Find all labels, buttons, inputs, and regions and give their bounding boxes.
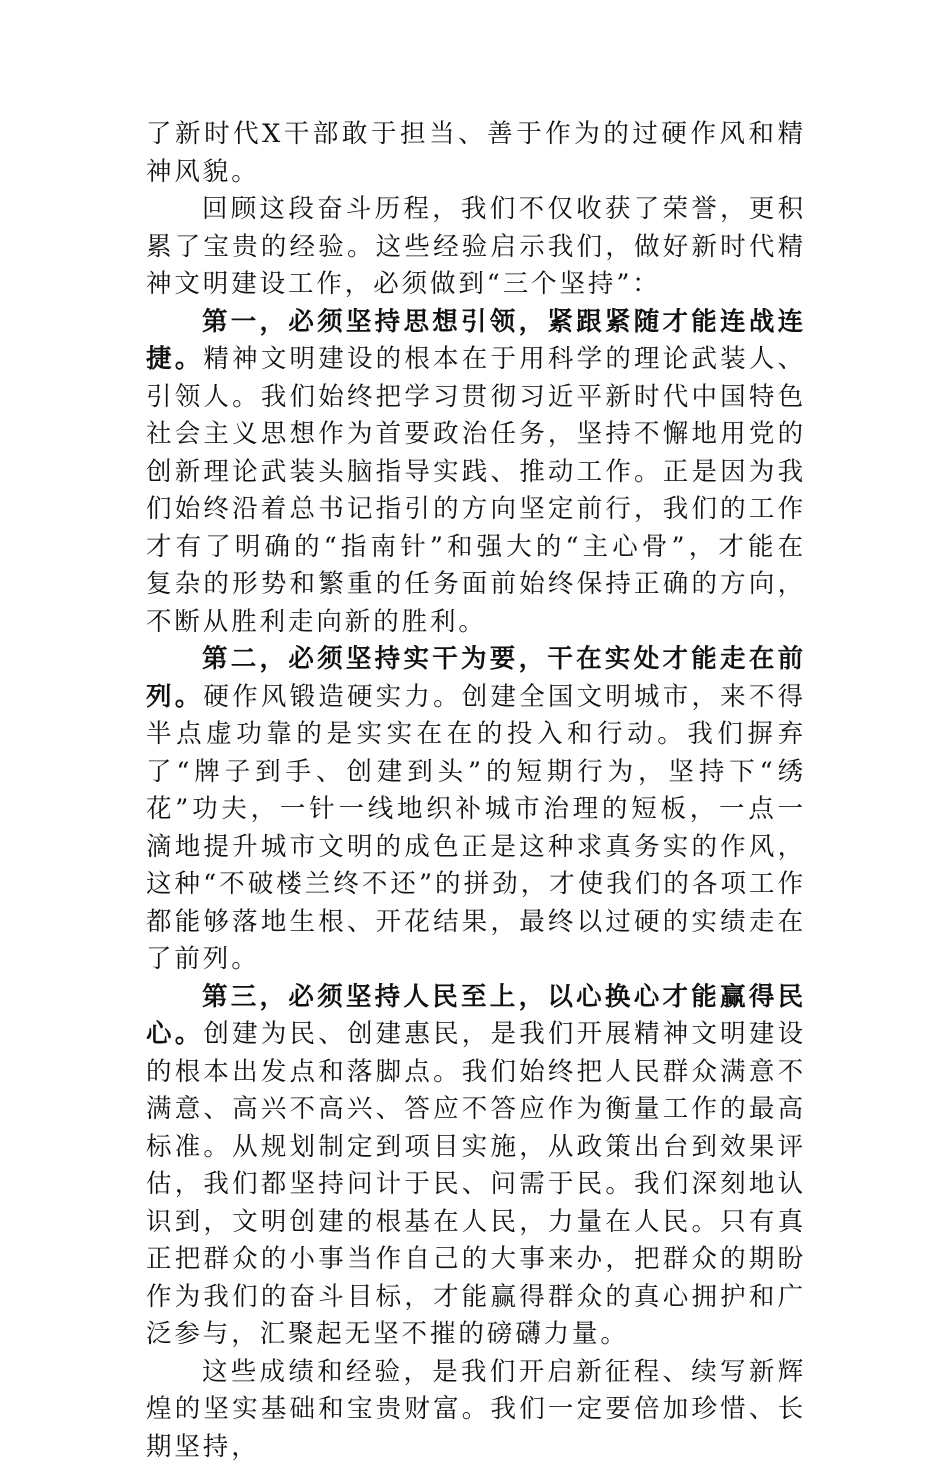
document-page [146,116,806,1466]
paragraph-lead-heading: 第三，必须坚持人民至上，以心换心才能赢得民心。 [146,982,806,1050]
paragraph-text: 了新时代X干部敢于担当、善于作为的过硬作风和精神风貌。 [146,119,806,187]
paragraph-review [146,191,806,304]
paragraph-text: 硬作风锻造硬实力。创建全国文明城市，来不得半点虚功靠的是实实在在的投入和行动。我们摒弃了“牌子到手、创建到头”的短期行为，坚持下“绣花”功夫，一针一线地织补城市治理的短板，一点一滴地提升城市文明的成色正是这种求真务实的作风，这种“不破楼兰终不还”的拼劲，才使我们的各项工作都能够落地生根、开花结果，最终以过硬的实绩走在了前列。 [146,682,806,975]
paragraph-first-principle [146,304,806,642]
paragraph-second-principle [146,641,806,979]
paragraph-conclusion [146,1354,806,1466]
paragraph-text: 这些成绩和经验，是我们开启新征程、续写新辉煌的坚实基础和宝贵财富。我们一定要倍加珍惜、长期坚持， [146,1357,806,1462]
paragraph-third-principle [146,979,806,1354]
paragraph-text: 回顾这段奋斗历程，我们不仅收获了荣誉，更积累了宝贵的经验。这些经验启示我们，做好新时代精神文明建设工作，必须做到“三个坚持”： [146,194,806,299]
paragraph-lead-heading: 第一，必须坚持思想引领，紧跟紧随才能连战连捷。 [146,307,806,375]
paragraph-text: 精神文明建设的根本在于用科学的理论武装人、引领人。我们始终把学习贯彻习近平新时代中国特色社会主义思想作为首要政治任务，坚持不懈地用党的创新理论武装头脑指导实践、推动工作。正是因为我们始终沿着总书记指引的方向坚定前行，我们的工作才有了明确的“指南针”和强大的“主心骨”，才能在复杂的形势和繁重的任务面前始终保持正确的方向，不断从胜利走向新的胜利。 [146,344,806,637]
paragraph-text: 创建为民、创建惠民，是我们开展精神文明建设的根本出发点和落脚点。我们始终把人民群众满意不满意、高兴不高兴、答应不答应作为衡量工作的最高标准。从规划制定到项目实施，从政策出台到效果评估，我们都坚持问计于民、问需于民。我们深刻地认识到，文明创建的根基在人民，力量在人民。只有真正把群众的小事当作自己的大事来办，把群众的期盼作为我们的奋斗目标，才能赢得群众的真心拥护和广泛参与，汇聚起无坚不摧的磅礴力量。 [146,1019,806,1349]
paragraph-lead-heading: 第二，必须坚持实干为要，干在实处才能走在前列。 [146,644,806,712]
paragraph-continuation [146,116,806,191]
